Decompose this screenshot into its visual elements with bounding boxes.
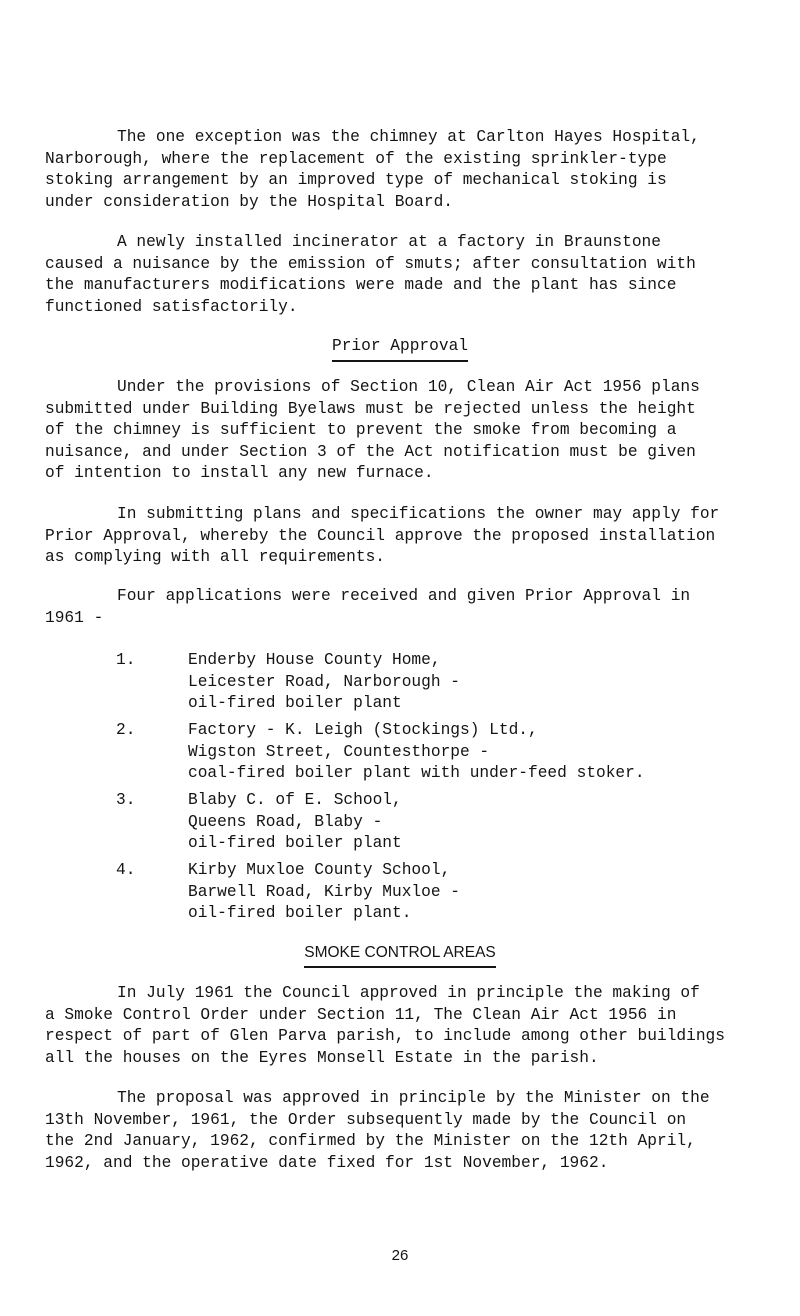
text-line: 1962, and the operative date fixed for 1st November, 1962. [45, 1153, 609, 1172]
text-line: Kirby Muxloe County School, [188, 861, 451, 879]
text-line: under consideration by the Hospital Board. [45, 192, 453, 211]
text-line: as complying with all requirements. [45, 548, 385, 566]
list-item-number: 2. [116, 721, 136, 739]
text-line: Prior Approval, whereby the Council approve the proposed installation [45, 526, 716, 545]
text-line: respect of part of Glen Parva parish, to include among other buildings [45, 1027, 725, 1045]
text-line: Barwell Road, Kirby Muxloe - [188, 882, 460, 901]
text-span: The proposal was approved in principle by the Minister on the [117, 1089, 710, 1107]
heading-prior-approval [0, 336, 800, 362]
text-line: submitted under Building Byelaws must be rejected unless the height [45, 399, 696, 418]
list-item-body [188, 860, 798, 925]
text-line [45, 983, 775, 1005]
text-span: A newly installed incinerator at a factory in Braunstone [117, 233, 661, 251]
paragraph-four-applications [45, 586, 775, 629]
text-line: of intention to install any new furnace. [45, 464, 434, 482]
text-line: nuisance, and under Section 3 of the Act notification must be given [45, 442, 696, 461]
text-line: oil-fired boiler plant [188, 694, 402, 712]
text-line: the 2nd January, 1962, confirmed by the Minister on the 12th April, [45, 1132, 696, 1150]
text-line: Factory - K. Leigh (Stockings) Ltd., [188, 721, 538, 739]
text-span: Under the provisions of Section 10, Clean Air Act 1956 plans [117, 378, 700, 396]
list-item-number: 4. [116, 861, 136, 879]
text-line: 13th November, 1961, the Order subsequently made by the Council on [45, 1110, 687, 1129]
heading-text: SMOKE CONTROL AREAS [304, 942, 496, 968]
text-line: Queens Road, Blaby - [188, 812, 383, 831]
text-line: the manufacturers modifications were made and the plant has since [45, 276, 677, 294]
text-line: oil-fired boiler plant. [188, 904, 412, 922]
list-item-number: 3. [116, 791, 136, 809]
text-line: Leicester Road, Narborough - [188, 672, 460, 691]
list-item-body [188, 650, 798, 715]
text-span: Four applications were received and given Prior Approval in [117, 587, 691, 605]
paragraph-section-10 [45, 377, 775, 485]
text-line [45, 586, 775, 608]
text-line: 1961 - [45, 608, 104, 627]
text-span: The one exception was the chimney at Carlton Hayes Hospital, [117, 128, 700, 146]
text-line [45, 504, 775, 526]
text-line: stoking arrangement by an improved type of mechanical stoking is [45, 171, 667, 189]
paragraph-july-1961 [45, 983, 775, 1069]
paragraph-carlton-hayes [45, 127, 775, 213]
text-line: Narborough, where the replacement of the existing sprinkler-type [45, 149, 667, 168]
text-line [45, 232, 775, 254]
paragraph-proposal-approved [45, 1088, 775, 1174]
paragraph-incinerator [45, 232, 775, 318]
text-span: In submitting plans and specifications the owner may apply for [117, 505, 720, 523]
text-line: all the houses on the Eyres Monsell Estate in the parish. [45, 1048, 599, 1067]
text-line: coal-fired boiler plant with under-feed stoker. [188, 764, 645, 782]
list-item-body [188, 790, 798, 855]
text-line: of the chimney is sufficient to prevent the smoke from becoming a [45, 421, 677, 439]
list-item-body [188, 720, 798, 785]
text-line [45, 127, 775, 149]
text-line: oil-fired boiler plant [188, 834, 402, 852]
text-line: Blaby C. of E. School, [188, 791, 402, 809]
text-line [45, 1088, 775, 1110]
text-line: Enderby House County Home, [188, 651, 441, 669]
text-line: caused a nuisance by the emission of smuts; after consultation with [45, 254, 696, 273]
list-item-number: 1. [116, 651, 136, 669]
paragraph-submitting-plans [45, 504, 775, 569]
heading-smoke-control-areas [0, 942, 800, 968]
text-line: a Smoke Control Order under Section 11, The Clean Air Act 1956 in [45, 1005, 677, 1024]
heading-text: Prior Approval [332, 336, 468, 362]
page-number: 26 [391, 1247, 409, 1264]
text-span: In July 1961 the Council approved in principle the making of [117, 984, 700, 1002]
text-line: Wigston Street, Countesthorpe - [188, 742, 490, 761]
text-line: functioned satisfactorily. [45, 297, 298, 316]
text-line [45, 377, 775, 399]
